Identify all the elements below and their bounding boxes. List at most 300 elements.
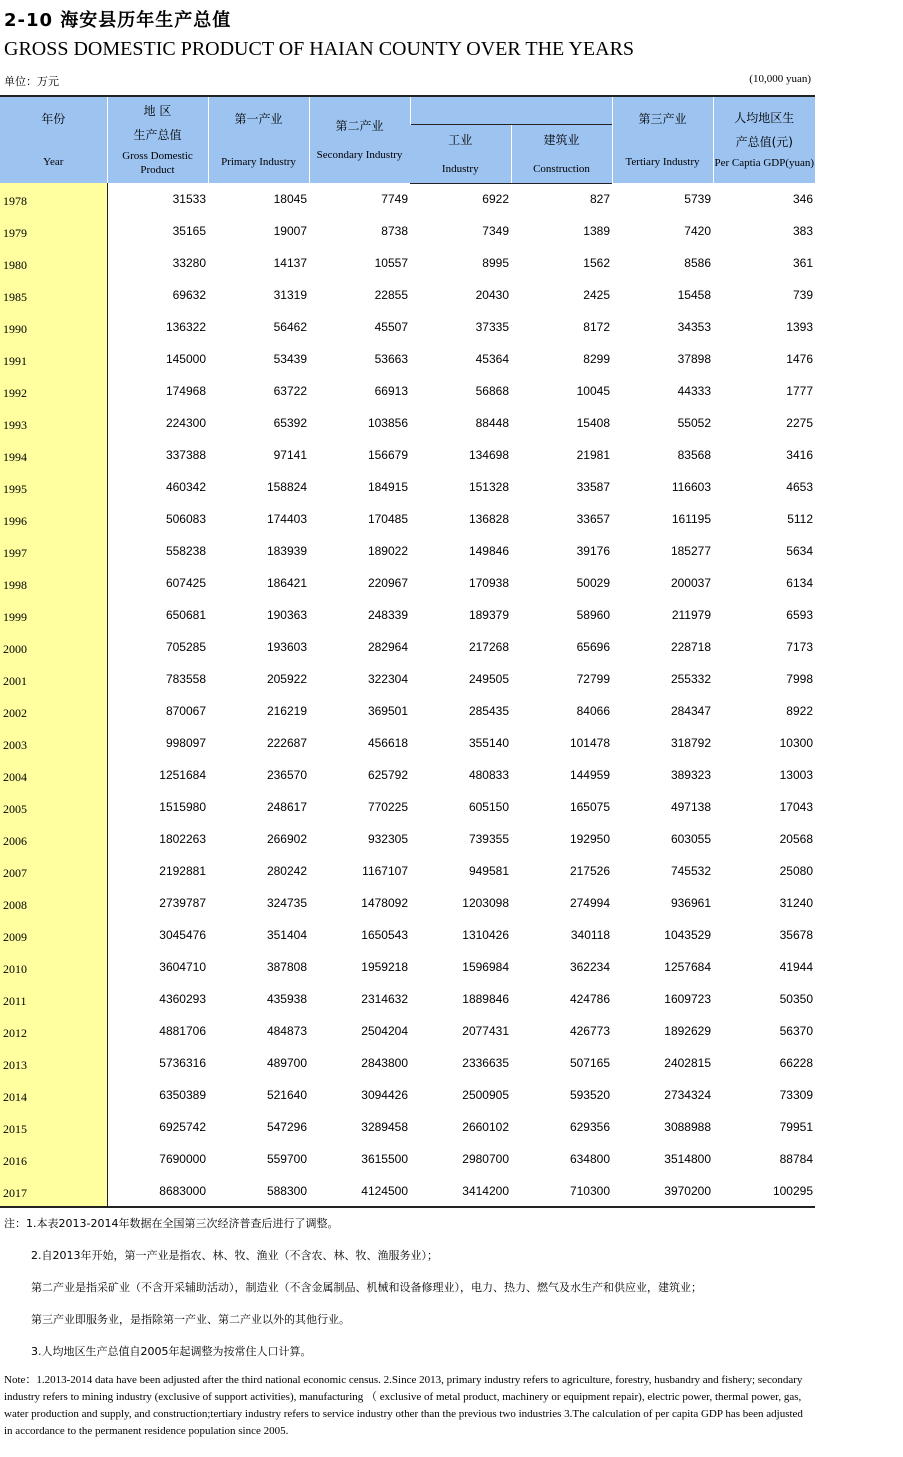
value-cell: 1777 [786,384,813,398]
col-year-header: 年份 Year [0,96,107,183]
table-row [0,503,815,535]
value-cell: 31319 [273,288,307,302]
value-cell: 174968 [165,384,206,398]
value-cell: 361 [792,256,813,270]
note-en: Note：1.2013-2014 data have been adjusted after the third national economic census. 2.Since 2013, primary industry refers to agriculture, forestry, husbandry and fishery; secondary industry refers to mining industry (exclusive of support activities), manufacturing （ exclusive of metal product, machinery or equipment repair), electric power, thermal power, gas, water production and supply, and construction;tertiary industry refers to service industry other than the previous two industries 3.The calculation of per capita GDP has been adjusted in accordance to the permanent residence population since 2005. [4,1374,803,1437]
year-cell: 2000 [0,631,107,663]
value-cell: 248339 [367,608,408,622]
year-cell: 1991 [0,343,107,375]
value-cell: 83568 [677,448,711,462]
value-cell: 1310426 [462,928,509,942]
page-title-cn: 2-10 海安县历年生产总值 [4,10,232,31]
year-cell: 1998 [0,567,107,599]
value-cell: 282964 [367,640,408,654]
value-cell: 497138 [670,800,711,814]
value-cell: 4881706 [159,1024,206,1038]
value-cell: 8299 [583,352,610,366]
value-cell: 559700 [266,1152,307,1166]
table-row [0,1175,815,1207]
year-cell: 1999 [0,599,107,631]
value-cell: 2739787 [159,896,206,910]
value-cell: 211979 [671,608,711,622]
value-cell: 7173 [786,640,813,654]
value-cell: 1596984 [462,960,509,974]
value-cell: 932305 [367,832,408,846]
value-cell: 97141 [273,448,307,462]
table-row [0,887,815,919]
value-cell: 383 [792,224,813,238]
value-cell: 14137 [273,256,307,270]
value-cell: 73309 [779,1088,813,1102]
table-header [0,96,815,183]
value-cell: 55052 [677,416,711,430]
year-cell: 1990 [0,311,107,343]
value-cell: 1203098 [462,896,509,910]
value-cell: 186421 [266,576,307,590]
value-cell: 1959218 [361,960,408,974]
year-cell: 2016 [0,1143,107,1175]
value-cell: 249505 [468,672,509,686]
value-cell: 7420 [684,224,711,238]
value-cell: 2504204 [361,1024,408,1038]
value-cell: 6922 [482,192,509,207]
value-cell: 6925742 [159,1120,206,1134]
value-cell: 88784 [779,1152,813,1166]
year-cell: 2013 [0,1047,107,1079]
value-cell: 362234 [569,960,610,974]
value-cell: 588300 [208,1175,309,1207]
year-cell: 1980 [0,247,107,279]
value-cell: 506083 [165,512,206,526]
year-cell: 2011 [0,983,107,1015]
value-cell: 3604710 [159,960,206,974]
value-cell: 31240 [779,896,813,910]
value-cell: 4653 [786,480,813,494]
value-cell: 424786 [569,992,610,1006]
table-row [0,919,815,951]
year-cell: 2001 [0,663,107,695]
year-cell: 2006 [0,823,107,855]
col-primary-header: 第一产业 Primary Industry [208,96,309,183]
value-cell: 161195 [671,512,711,526]
value-cell: 15408 [576,416,610,430]
year-cell: 2014 [0,1079,107,1111]
value-cell: 285435 [468,704,509,718]
value-cell: 3045476 [159,928,206,942]
table-row [0,471,815,503]
value-cell: 156679 [367,448,408,462]
value-cell: 625792 [367,768,408,782]
value-cell: 1257684 [664,960,711,974]
value-cell: 50350 [779,992,813,1006]
year-cell: 2002 [0,695,107,727]
value-cell: 103856 [367,416,408,430]
value-cell: 72799 [576,672,610,686]
col-secondary-breakdown-blank [410,96,612,124]
value-cell: 69632 [172,288,206,302]
value-cell: 2843800 [361,1056,408,1070]
value-cell: 183939 [266,544,307,558]
value-cell: 607425 [165,576,206,590]
value-cell: 605150 [468,800,509,814]
unit-label-en: (10,000 yuan) [749,73,811,85]
value-cell: 284347 [670,704,711,718]
value-cell: 165075 [569,800,610,814]
table-row [0,727,815,759]
value-cell: 100295 [713,1175,815,1207]
value-cell: 1892629 [664,1024,711,1038]
value-cell: 521640 [266,1088,307,1102]
value-cell: 66228 [779,1056,813,1070]
value-cell: 426773 [569,1024,610,1038]
value-cell: 56370 [779,1024,813,1038]
year-cell: 2007 [0,855,107,887]
value-cell: 322304 [367,672,408,686]
value-cell: 558238 [165,544,206,558]
value-cell: 22855 [374,288,408,302]
value-cell: 3615500 [361,1152,408,1166]
value-cell: 603055 [670,832,711,846]
value-cell: 266902 [266,832,307,846]
value-cell: 8683000 [107,1175,208,1207]
table-row [0,855,815,887]
value-cell: 145000 [165,352,206,366]
col-secondary-header: 第二产业 Secondary Industry [309,96,410,183]
value-cell: 7998 [786,672,813,686]
table-row [0,1111,815,1143]
value-cell: 2275 [786,416,813,430]
table-row [0,343,815,375]
value-cell: 228718 [670,640,711,654]
year-cell: 1992 [0,375,107,407]
value-cell: 236570 [266,768,307,782]
value-cell: 192950 [569,832,610,846]
year-cell: 2010 [0,951,107,983]
value-cell: 34353 [677,320,711,334]
value-cell: 18045 [273,192,307,206]
value-cell: 2734324 [664,1088,711,1102]
value-cell: 174403 [266,512,307,526]
value-cell: 158824 [266,480,307,494]
value-cell: 101478 [569,736,610,750]
value-cell: 2660102 [462,1120,509,1134]
value-cell: 56462 [273,320,307,334]
value-cell: 324735 [266,896,307,910]
table-row [0,599,815,631]
value-cell: 56868 [475,384,509,398]
value-cell: 2077431 [462,1024,509,1038]
value-cell: 189022 [367,544,408,558]
value-cell: 58960 [576,608,610,622]
value-cell: 8995 [482,256,509,270]
value-cell: 88448 [475,416,509,430]
value-cell: 8738 [381,224,408,238]
value-cell: 783558 [165,672,206,686]
table-row [0,311,815,343]
value-cell: 41944 [779,960,813,974]
value-cell: 739 [792,288,813,302]
value-cell: 1802263 [159,832,206,846]
year-cell: 1996 [0,503,107,535]
table-row [0,279,815,311]
value-cell: 2314632 [361,992,408,1006]
value-cell: 37335 [475,320,509,334]
value-cell: 936961 [670,896,711,910]
table-row [0,535,815,567]
value-cell: 745532 [670,864,711,878]
col-gdp-header: 地 区 生产总值 Gross Domestic Product [107,96,208,183]
value-cell: 1167107 [362,864,408,878]
table-row [0,215,815,247]
value-cell: 6350389 [159,1088,206,1102]
value-cell: 2192881 [159,864,206,878]
value-cell: 222687 [266,736,307,750]
value-cell: 184915 [367,480,408,494]
value-cell: 318792 [670,736,711,750]
value-cell: 144959 [569,768,610,782]
value-cell: 634800 [569,1152,610,1166]
value-cell: 739355 [468,832,509,846]
note-cn-3: 第二产业是指采矿业（不含开采辅助活动），制造业（不含金属制品、机械和设备修理业），电力、热力、燃气及水生产和供应业，建筑业； [31,1281,702,1294]
value-cell: 484873 [266,1024,307,1038]
value-cell: 1515980 [159,800,206,814]
value-cell: 7749 [381,192,408,206]
year-cell: 2003 [0,727,107,759]
note-cn-1: 注：1.本表2013-2014年数据在全国第三次经济普查后进行了调整。 [4,1217,339,1230]
value-cell: 217268 [468,640,509,654]
value-cell: 6593 [786,608,813,622]
table-body [0,183,815,1207]
value-cell: 248617 [266,800,307,814]
table-row [0,983,815,1015]
col-tertiary-header: 第三产业 Tertiary Industry [612,96,713,183]
table-row [0,1047,815,1079]
value-cell: 35678 [779,928,813,942]
year-cell: 2004 [0,759,107,791]
value-cell: 136322 [165,320,206,334]
value-cell: 53663 [374,352,408,366]
value-cell: 33657 [576,512,610,526]
col-percapita-header: 人均地区生 产总值(元) Per Captia GDP(yuan) [713,96,815,183]
value-cell: 1043529 [664,928,711,942]
value-cell: 65696 [576,640,610,654]
table-row [0,247,815,279]
table-row [0,1143,815,1175]
value-cell: 5112 [787,512,813,526]
value-cell: 33280 [172,256,206,270]
value-cell: 351404 [266,928,307,942]
value-cell: 5736316 [159,1056,206,1070]
value-cell: 4360293 [159,992,206,1006]
value-cell: 1889846 [462,992,509,1006]
value-cell: 5634 [786,544,813,558]
value-cell: 53439 [273,352,307,366]
value-cell: 217526 [569,864,610,878]
year-cell: 2012 [0,1015,107,1047]
value-cell: 185277 [670,544,711,558]
value-cell: 480833 [468,768,509,782]
value-cell: 190363 [266,608,307,622]
year-cell: 2017 [0,1175,107,1207]
value-cell: 65392 [273,416,307,430]
value-cell: 2980700 [462,1152,509,1166]
value-cell: 870067 [165,704,206,718]
value-cell: 507165 [569,1056,610,1070]
table-row [0,439,815,471]
value-cell: 2425 [583,288,610,302]
value-cell: 3514800 [664,1152,711,1166]
value-cell: 149846 [468,544,509,558]
value-cell: 193603 [266,640,307,654]
value-cell: 2402815 [664,1056,711,1070]
value-cell: 387808 [266,960,307,974]
value-cell: 205922 [266,672,307,686]
value-cell: 21981 [576,448,610,462]
value-cell: 770225 [367,800,408,814]
year-cell: 1993 [0,407,107,439]
year-cell: 1979 [0,215,107,247]
value-cell: 6134 [786,576,813,590]
value-cell: 1650543 [361,928,408,942]
value-cell: 346 [792,192,813,206]
value-cell: 25080 [779,864,813,878]
year-cell: 1978 [0,183,107,215]
year-cell: 1994 [0,439,107,471]
value-cell: 151328 [468,480,509,494]
value-cell: 255332 [670,672,711,686]
table-row [0,823,815,855]
value-cell: 2336635 [462,1056,509,1070]
table-row [0,759,815,791]
value-cell: 369501 [367,704,408,718]
year-cell: 1997 [0,535,107,567]
value-cell: 3088988 [664,1120,711,1134]
value-cell: 45364 [475,352,509,366]
value-cell: 4124500 [309,1175,410,1207]
value-cell: 389323 [670,768,711,782]
value-cell: 220967 [367,576,408,590]
value-cell: 1609723 [664,992,711,1006]
value-cell: 5739 [684,192,711,206]
value-cell: 3414200 [410,1175,511,1207]
value-cell: 79951 [779,1120,813,1134]
value-cell: 39176 [576,544,610,558]
table-row [0,407,815,439]
value-cell: 19007 [273,224,307,238]
value-cell: 134698 [468,448,509,462]
value-cell: 710300 [511,1175,612,1207]
page-title-en: GROSS DOMESTIC PRODUCT OF HAIAN COUNTY OVER THE YEARS [4,38,635,60]
value-cell: 3094426 [361,1088,408,1102]
value-cell: 8922 [786,704,813,718]
value-cell: 593520 [569,1088,610,1102]
note-cn-4: 第三产业即服务业，是指除第一产业、第二产业以外的其他行业。 [31,1313,350,1326]
value-cell: 1393 [786,320,813,334]
value-cell: 45507 [374,320,408,334]
value-cell: 170938 [468,576,509,590]
year-cell: 2009 [0,919,107,951]
col-industry-header: 工业 Industry [410,124,511,183]
value-cell: 116603 [671,480,711,494]
note-cn-2: 2.自2013年开始，第一产业是指农、林、牧、渔业（不含农、林、牧、渔服务业）； [31,1249,438,1262]
value-cell: 20430 [475,288,509,302]
table-row [0,1079,815,1111]
value-cell: 355140 [468,736,509,750]
value-cell: 3416 [786,448,813,462]
note-cn-5: 3.人均地区生产总值自2005年起调整为按常住人口计算。 [31,1345,312,1358]
value-cell: 31533 [172,192,206,206]
table-row [0,1015,815,1047]
value-cell: 44333 [677,384,711,398]
value-cell: 340118 [570,928,610,942]
table-row [0,663,815,695]
value-cell: 7349 [482,224,509,238]
year-cell: 2005 [0,791,107,823]
value-cell: 8172 [583,320,610,334]
table-row [0,375,815,407]
value-cell: 7690000 [159,1152,206,1166]
table-row [0,695,815,727]
table-row [0,791,815,823]
value-cell: 224300 [165,416,206,430]
value-cell: 10045 [576,384,610,398]
value-cell: 1476 [786,352,813,366]
value-cell: 66913 [374,384,408,398]
value-cell: 998097 [165,736,206,750]
value-cell: 629356 [569,1120,610,1134]
col-construction-header: 建筑业 Construction [511,124,612,183]
value-cell: 17043 [779,800,813,814]
value-cell: 435938 [266,992,307,1006]
value-cell: 456618 [367,736,408,750]
year-cell: 1985 [0,279,107,311]
value-cell: 37898 [677,352,711,366]
value-cell: 50029 [576,576,610,590]
value-cell: 3970200 [612,1175,713,1207]
value-cell: 10557 [374,256,408,270]
value-cell: 489700 [266,1056,307,1070]
value-cell: 705285 [165,640,206,654]
table-row [0,567,815,599]
value-cell: 280242 [266,864,307,878]
table-row [0,183,815,215]
year-cell: 2015 [0,1111,107,1143]
value-cell: 1562 [583,256,610,270]
value-cell: 949581 [468,864,509,878]
value-cell: 650681 [165,608,206,622]
value-cell: 189379 [468,608,509,622]
value-cell: 13003 [779,768,813,782]
value-cell: 460342 [165,480,206,494]
value-cell: 2500905 [462,1088,509,1102]
year-cell: 2008 [0,887,107,919]
value-cell: 1251684 [159,768,206,782]
value-cell: 274994 [569,896,610,910]
year-cell: 1995 [0,471,107,503]
value-cell: 200037 [670,576,711,590]
value-cell: 216219 [266,704,307,718]
value-cell: 136828 [468,512,509,526]
unit-label-cn: 单位：万元 [4,75,59,88]
value-cell: 33587 [576,480,610,494]
value-cell: 170485 [367,512,408,526]
value-cell: 1478092 [361,896,408,910]
value-cell: 337388 [165,448,206,462]
value-cell: 20568 [779,832,813,846]
table-row [0,951,815,983]
value-cell: 8586 [684,256,711,270]
value-cell: 84066 [576,704,610,718]
